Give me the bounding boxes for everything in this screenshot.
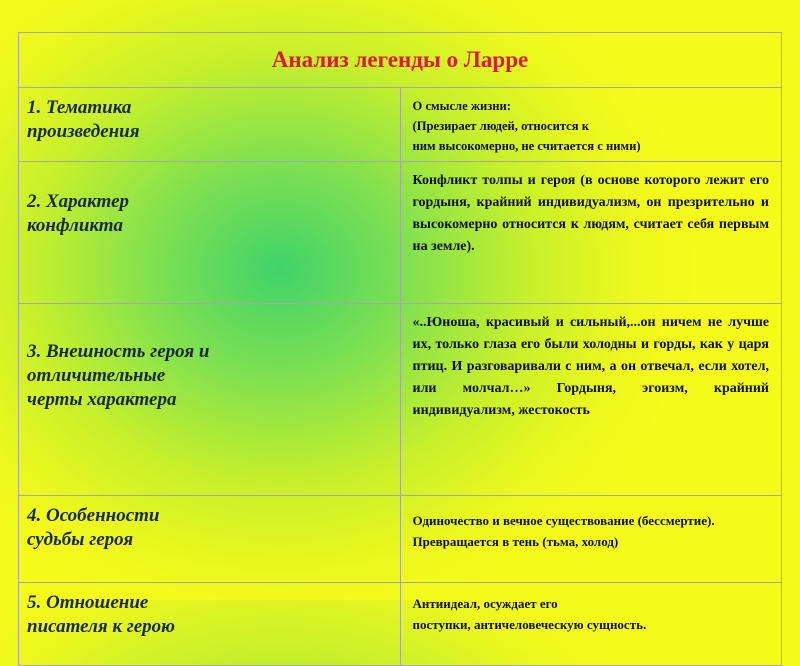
table-row [19,496,782,583]
row-label: 3. Внешность героя и отличительные черты характера [19,304,401,496]
table-row [19,162,782,304]
table-row [19,583,782,666]
row-content: Антиидеал, осуждает его поступки, античеловеческую сущность. [400,583,782,666]
row-label: 5. Отношение писателя к герою [19,583,401,666]
row-label: 2. Характер конфликта [19,162,401,304]
row-label: 1. Тематика произведения [19,88,401,162]
row-label: 4. Особенности судьбы героя [19,496,401,583]
table-row [19,304,782,496]
row-content: «..Юноша, красивый и сильный,...он ничем не лучше их, только глаза его были холодны и горды, как у царя птиц. И разговаривали с ним, а он отвечал, если хотел, или молчал…» Гордыня, эгоизм, крайний индивидуализм, жестокость [400,304,782,496]
row-content: Конфликт толпы и героя (в основе которого лежит его гордыня, крайний индивидуализм, он презрительно и высокомерно относится к людям, считает себя первым на земле). [400,162,782,304]
analysis-table [18,32,782,666]
row-content: О смысле жизни: (Презирает людей, относится к ним высокомерно, не считается с ними) [400,88,782,162]
table-title: Анализ легенды о Ларре [19,33,782,88]
table-row [19,88,782,162]
row-content: Одиночество и вечное существование (бессмертие). Превращается в тень (тьма, холод) [400,496,782,583]
